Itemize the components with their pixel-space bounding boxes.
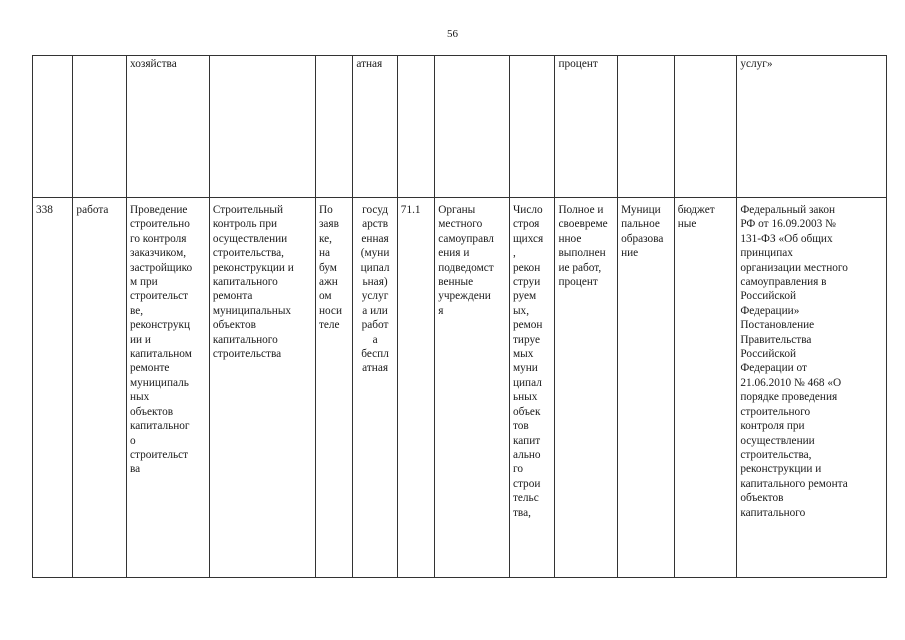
record-funding-cell: бюджет ные (674, 198, 737, 578)
table-cell (618, 56, 675, 198)
page-number: 56 (447, 28, 458, 40)
table-row (33, 198, 887, 578)
record-name-cell: Проведение строительно го контроля заказчиком, застройщико м при строительст ве, реконструкц ии и капитальном ремонте муниципаль ных объектов капитальног о строительст ва (126, 198, 209, 578)
table-cell (33, 56, 73, 198)
record-condition-cell: По заяв ке, на бум ажн ом носи теле (315, 198, 352, 578)
table-cell (73, 56, 127, 198)
table-cell (509, 56, 554, 198)
table-cell (435, 56, 510, 198)
record-okved-cell: 71.1 (397, 198, 434, 578)
record-legal-basis-cell: Федеральный закон РФ от 16.09.2003 № 131-ФЗ «Об общих принципах организации местного самоуправления в Российской Федерации» Постановление Правительства Российской Федерации от 21.06.2010 № 468 «О порядке проведения строительного контроля при осуществлении строительства, реконструкции и капитального ремонта объектов капитального (737, 198, 887, 578)
table-cell (209, 56, 315, 198)
record-number-cell: 338 (33, 198, 73, 578)
record-quality-indicator-cell: Полное и своевреме нное выполнен ие работ, процент (555, 198, 618, 578)
table-cell: хозяйства (126, 56, 209, 198)
table-cell (397, 56, 434, 198)
table-cell (674, 56, 737, 198)
table-cell: атная (353, 56, 397, 198)
registry-table (32, 55, 887, 578)
record-volume-indicator-cell: Число строя щихся , рекон струи руем ых, ремон тируе мых муни ципал ьных объек тов капит ально го строи тельс тва, (509, 198, 554, 578)
record-level-cell: Муници пальное образова ние (618, 198, 675, 578)
table-cell: услуг» (737, 56, 887, 198)
table-cell (315, 56, 352, 198)
record-recipients-cell: Органы местного самоуправл ения и подведомст венные учреждени я (435, 198, 510, 578)
continuation-row (33, 56, 887, 198)
record-type-cell: работа (73, 198, 127, 578)
record-payment-cell: госуд арств енная (муни ципал ьная) услуг а или работ а беспл атная (353, 198, 397, 578)
record-content-cell: Строительный контроль при осуществлении строительства, реконструкции и капитального ремонта муниципальных объектов капитального строительства (209, 198, 315, 578)
table-cell: процент (555, 56, 618, 198)
